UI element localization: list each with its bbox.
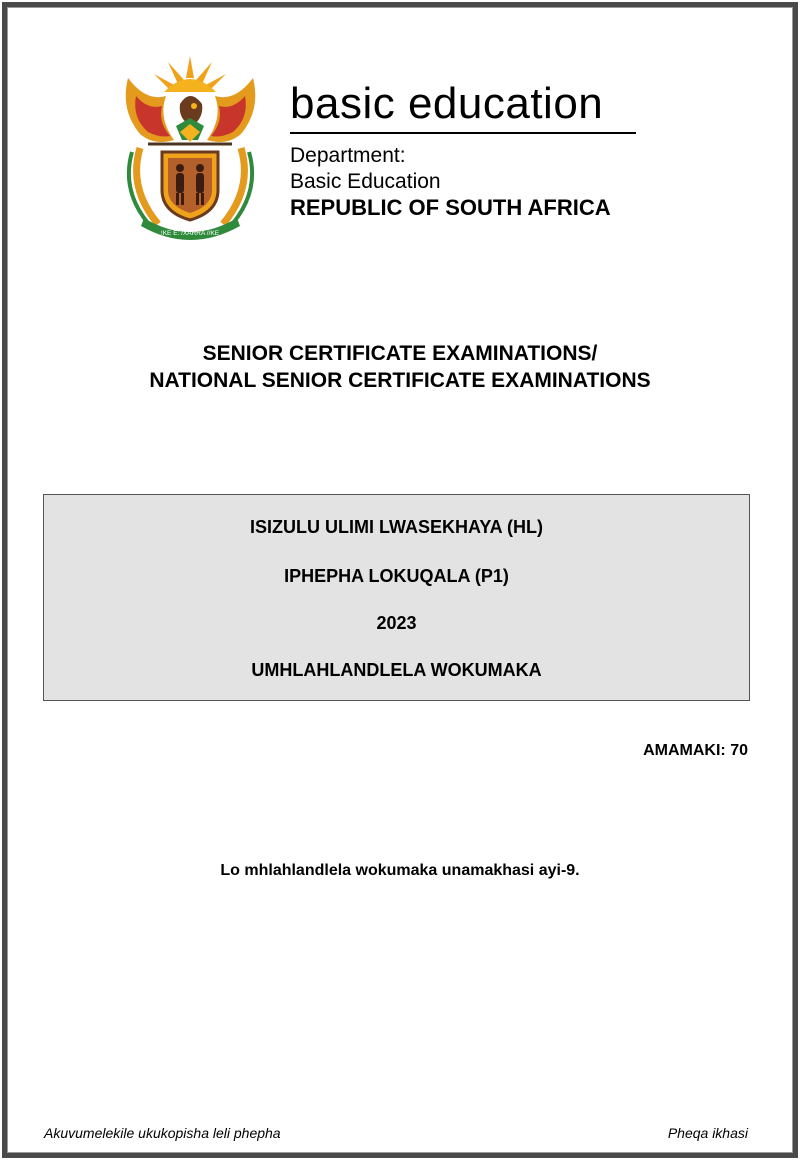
- subject-info-box: [43, 494, 750, 701]
- department-label: Department:: [290, 144, 406, 167]
- document-header: [118, 48, 658, 243]
- brand-name: basic education: [290, 79, 604, 128]
- exam-title-line-1: SENIOR CERTIFICATE EXAMINATIONS/: [202, 342, 598, 365]
- copyright-notice: Akuvumelekile ukukopisha leli phepha: [44, 1125, 281, 1141]
- paper-name: IPHEPHA LOKUQALA (P1): [284, 566, 509, 586]
- exam-title: [0, 340, 800, 394]
- department-brand: [290, 78, 640, 221]
- exam-title-line-2: NATIONAL SENIOR CERTIFICATE EXAMINATIONS: [149, 369, 651, 392]
- department-name: Basic Education: [290, 170, 441, 193]
- brand-underline: [290, 132, 636, 134]
- country-name: REPUBLIC OF SOUTH AFRICA: [290, 195, 611, 220]
- subject-name: ISIZULU ULIMI LWASEKHAYA (HL): [249, 517, 543, 537]
- page-count-note: Lo mhlahlandlela wokumaka unamakhasi ayi-9.: [220, 862, 580, 879]
- coat-of-arms-logo: [118, 48, 263, 240]
- turn-over-note: Pheqa ikhasi: [667, 1125, 748, 1141]
- exam-year: 2023: [376, 613, 417, 633]
- document-type: UMHLAHLANDLELA WOKUMAKA: [251, 660, 542, 680]
- coat-of-arms-motto: !KE E: /XARRA //KE: [160, 230, 220, 237]
- total-marks: AMAMAKI: 70: [643, 742, 748, 759]
